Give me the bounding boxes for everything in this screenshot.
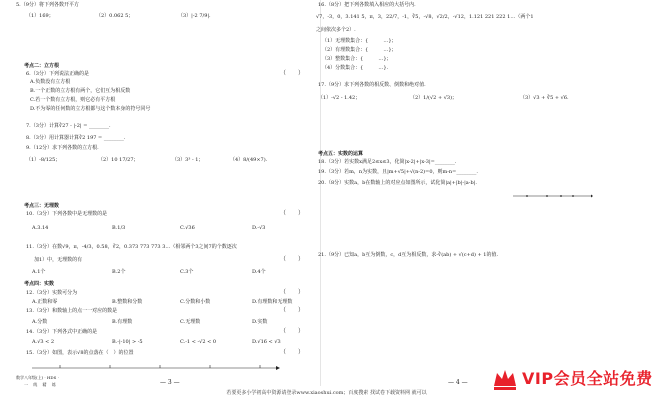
q16-set-integer: （3）整数集合：{ …}； [322, 56, 392, 62]
page-number-left: — 3 — [160, 379, 180, 386]
q11-option-c: C.3个 [180, 269, 194, 275]
q18-stem: 18.（3分）若实数x满足2≤x≤3，化简|x-2|+|x-3|=________. [318, 159, 457, 165]
q14-option-a: A.√3 < 2 [32, 339, 55, 345]
q15-stem: 15.（3分）如图，表示√8的点落在（ ）的位置 [26, 350, 134, 356]
q6-option-d: D.不为零的任何数的立方根都与这个数本身的符号同号 [30, 106, 151, 112]
q10-option-c: C.√36 [180, 225, 195, 231]
q16-set-fraction: （4）分数集合：{ …}. [322, 65, 389, 71]
q11-option-d: D.4个 [252, 269, 266, 275]
q15-answer-paren: （ ） [280, 349, 305, 356]
q13-option-a: A.分数 [32, 319, 48, 325]
q17-stem: 17.（9分）求下列各数的相反数、倒数和绝对值. [318, 82, 426, 88]
q12-option-d: D.有理数和无理数 [252, 299, 293, 305]
section-real-numbers: 考点四：实数 [24, 281, 55, 287]
q13-option-b: B.有理数 [112, 319, 133, 325]
q14-option-b: B.-|-10| > -5 [112, 339, 143, 345]
q8-stem: 8.（3分）用计算器计算∛2 197 = ________. [26, 135, 126, 141]
q11-stem: 11.（3分）在数√9，π，-4/3，0.58，∛2，0.373 773 773 3…（相邻两个3之间7的个数逐次 [26, 244, 237, 250]
q12-answer-paren: （ ） [280, 289, 305, 296]
q9-stem: 9.（12分）求下列各数的立方根. [26, 145, 99, 151]
q6-option-c: C.若一个数有立方根，则它必有平方根 [30, 97, 116, 103]
q9-item-2: （2）10 17/27； [98, 157, 139, 163]
section-irrational: 考点三：无理数 [24, 203, 60, 209]
q14-answer-paren: （ ） [280, 328, 305, 335]
q12-option-b: B.整数和分数 [112, 299, 143, 305]
q16-numbers-cont: 之间依次多个2）. [316, 27, 356, 33]
q19-stem: 19.（3分）若m，n为实数，且|m+√5|+√(n-2)=0，则m-n=________. [318, 169, 478, 175]
q6-stem: 6.（3分）下列说法正确的是 [26, 71, 89, 77]
q5-item-2: （2）0.062 5； [96, 13, 134, 19]
q11-option-a: A.1个 [32, 269, 46, 275]
q20-number-line [513, 192, 593, 202]
q11-stem-cont: 加1）中，无理数的有 [34, 257, 83, 263]
q15-number-line [30, 362, 280, 374]
q10-option-a: A.3.14 [32, 225, 49, 231]
q14-stem: 14.（3分）下列各式中正确的是 [26, 329, 98, 335]
q16-set-rational: （2）有理数集合：{ …}； [322, 47, 397, 53]
q17-item-3: （3）√3 + ∛5 + √6. [520, 95, 569, 101]
q6-option-b: B.一个正数的立方根有两个，它们互为相反数 [30, 88, 131, 94]
q6-option-a: A.负数没有立方根 [30, 79, 71, 85]
q11-answer-paren: （ ） [280, 256, 305, 263]
vip-promo-text[interactable]: VIP会员全站免费 [522, 369, 653, 388]
book-tag: 数学八年级(上) · HDS · [16, 375, 59, 380]
q11-option-b: B.2个 [112, 269, 126, 275]
book-series: 一 线 精 练 [24, 382, 58, 387]
q12-option-a: A.正数和零 [32, 299, 58, 305]
q13-stem: 13.（3分）和数轴上的点一一对应的数是 [26, 308, 118, 314]
q20-stem: 20.（8分）实数a，b在数轴上的对应点如图所示，试化简|a|+|b|-|a-b|. [318, 180, 477, 186]
q14-option-c: C.-1 < -√2 < 0 [180, 339, 217, 345]
q10-option-d: D.-√3 [252, 225, 266, 231]
q5-item-3: （3）|-2 7/9|. [178, 13, 211, 19]
vip-crown-icon [492, 366, 518, 392]
q7-stem: 7.（3分）计算∛27 - |-2| = ________. [26, 123, 111, 129]
footer-watermark: 若要更多小学初高中资源请登录www.xiaoshui.com；百度搜索 找试卷下载资料网 就可以 [226, 390, 427, 396]
q14-option-d: D.√16 < √3 [252, 339, 281, 345]
q13-option-d: D.实数 [252, 319, 268, 325]
q10-stem: 10.（3分）下列各数中是无理数的是 [26, 211, 108, 217]
left-page [0, 0, 320, 401]
q16-numbers: √7，-3，0，3.141 5，π，3，22/7，-1，∛5，-√8，√2/2，-√12，1.121 221 222 1…（两个1 [316, 14, 534, 20]
page-number-right: — 4 — [448, 379, 468, 386]
q5-item-1: （1）169； [26, 13, 54, 19]
q12-option-c: C.分数和小数 [180, 299, 211, 305]
q6-answer-paren: （ ） [280, 70, 305, 77]
section-cube-root: 考点二：立方根 [24, 63, 60, 69]
section-real-operations: 考点五：实数的运算 [318, 151, 364, 157]
q16-stem: 16.（8分）把下列各数填入相应的大括号内. [318, 2, 416, 8]
q17-item-2: （2）1/(√2 + √3)； [410, 95, 458, 101]
q9-item-3: （3）3³ - 1； [172, 157, 204, 163]
q5-stem: 5.（9分）将下列各数开平方 [16, 2, 79, 8]
q13-answer-paren: （ ） [280, 307, 305, 314]
q10-answer-paren: （ ） [280, 210, 305, 217]
q12-stem: 12.（3分）实数可分为 [26, 290, 78, 296]
q9-item-1: （1）-8/125； [26, 157, 61, 163]
q17-item-1: （1）-√2 - 1.42； [318, 95, 361, 101]
q9-item-4: （4）8/(49×7). [230, 157, 268, 163]
q16-set-irrational: （1）无理数集合：{ …}； [322, 38, 397, 44]
q21-stem: 21.（9分）已知a，b互为倒数，c，d互为相反数，求-∛(ab) + √(c+d) + 1的值. [318, 252, 499, 258]
q13-option-c: C.无理数 [180, 319, 201, 325]
q10-option-b: B.1/3 [112, 225, 126, 231]
